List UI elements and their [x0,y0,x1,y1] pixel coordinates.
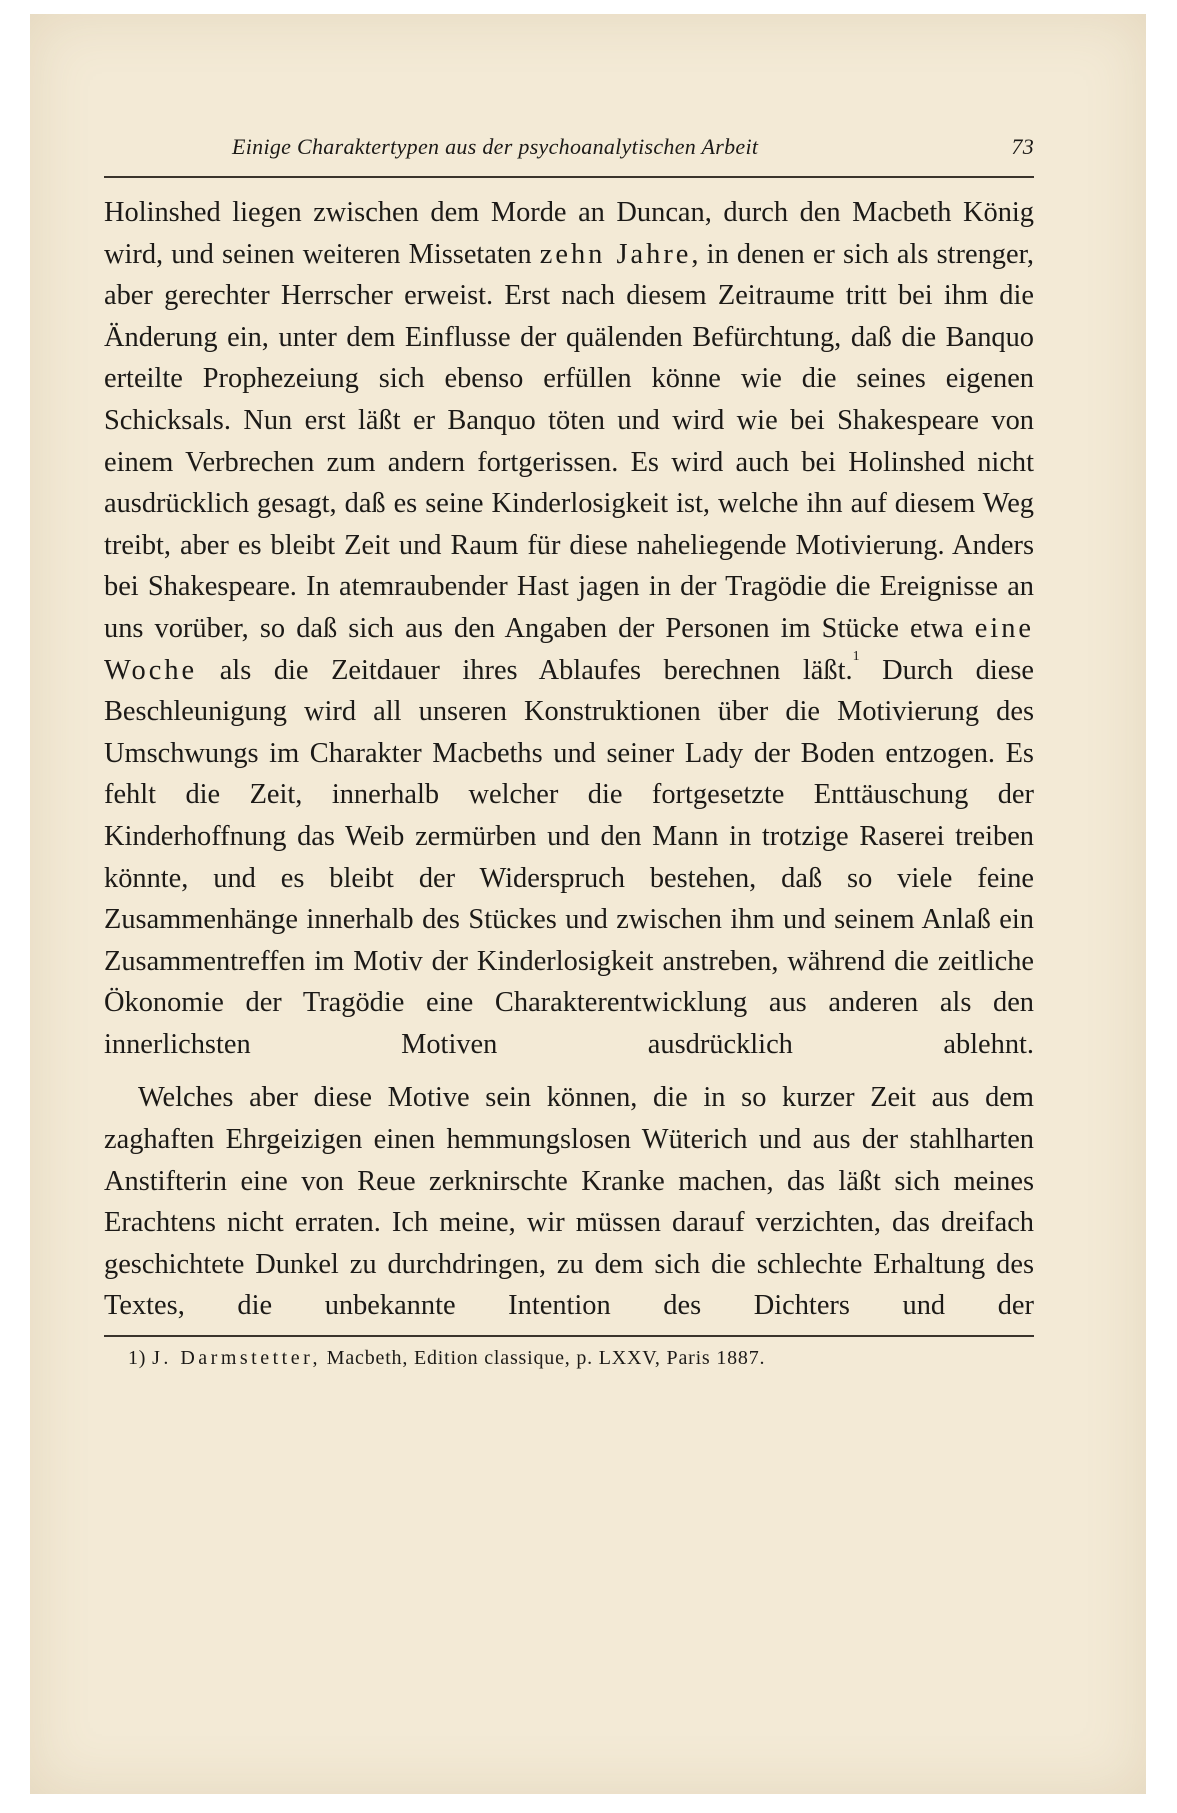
footnote-author: J. Darmstetter, [152,1347,321,1370]
footnote-text: Macbeth, Edition classique, p. LXXV, Paris 1887. [326,1347,766,1370]
text-run: Holinshed liegen zwischen dem Morde an Duncan, durch den Macbeth König wird, und seinen weiteren Missetaten [104,197,1034,270]
page-number: 73 [1011,134,1034,159]
scanned-page [30,14,1146,1794]
running-title: Einige Charaktertypen aus der psychoanalytischen Arbeit [232,134,759,159]
body-text [104,192,1034,1327]
footnote-rule [104,1335,1034,1337]
text-run: , in denen er sich als strenger, aber gerechter Herrscher erweist. Erst nach diesem Zeitraume tritt bei ihm die Änderung ein, unter dem Einflusse der quälenden Befürchtung, daß die Banquo erteilte Prophezeiung sich ebenso erfüllen könne wie die seines eigenen Schicksals. Nun erst läßt er Banquo töten und wird wie bei Shakespeare von einem Verbrechen zum andern fortgerissen. Es wird auch bei Holinshed nicht ausdrücklich gesagt, daß es seine Kinderlosigkeit ist, welche ihn auf diesem Weg treibt, aber es bleibt Zeit und Raum für diese naheliegende Motivierung. Anders bei Shakespeare. In atemraubender Hast jagen in der Tragödie die Ereignisse an uns vorüber, so daß sich aus den Angaben der Personen im Stücke etwa [104,238,1035,644]
spaced-emphasis: zehn Jahre [539,238,692,270]
page-content [104,134,1034,1370]
footnote-mark: 1) [128,1347,147,1370]
paragraph-1 [104,192,1034,1065]
text-run: als die Zeitdauer ihres Ablaufes berechnen läßt. [197,654,853,686]
text-run: Durch diese Beschleunigung wird all unseren Konstruktionen über die Motivierung des Umschwungs im Charakter Macbeths und seiner Lady der Boden entzogen. Es fehlt die Zeit, innerhalb welcher die fortgesetzte Enttäuschung der Kinderhoffnung das Weib zermürben und den Mann in trotzige Raserei treiben könnte, und es bleibt der Widerspruch bestehen, daß so viele feine Zusammenhänge innerhalb des Stückes und zwischen ihm und seinem Anlaß ein Zusammentreffen im Motiv der Kinderlosigkeit anstreben, während die zeitliche Ökonomie der Tragödie eine Charakterentwicklung aus anderen als den innerlichsten Motiven ausdrücklich ablehnt. [104,654,1034,1060]
footnote-marker[interactable]: 1 [852,648,860,664]
running-header [104,134,1034,166]
paragraph-2: Welches aber diese Motive sein können, die in so kurzer Zeit aus dem zaghaften Ehrgeizigen einen hemmungslosen Wüterich und aus der stahlharten Anstifterin eine von Reue zerknirschte Kranke machen, das läßt sich meines Erachtens nicht erraten. Ich meine, wir müssen darauf verzichten, das dreifach geschichtete Dunkel zu durchdringen, zu dem sich die schlechte Erhaltung des Textes, die unbekannte Intention des Dichters und der [104,1082,1034,1322]
header-rule [104,176,1034,178]
footnote [104,1347,1034,1370]
spaced-emphasis: eine Woche [104,612,1034,686]
